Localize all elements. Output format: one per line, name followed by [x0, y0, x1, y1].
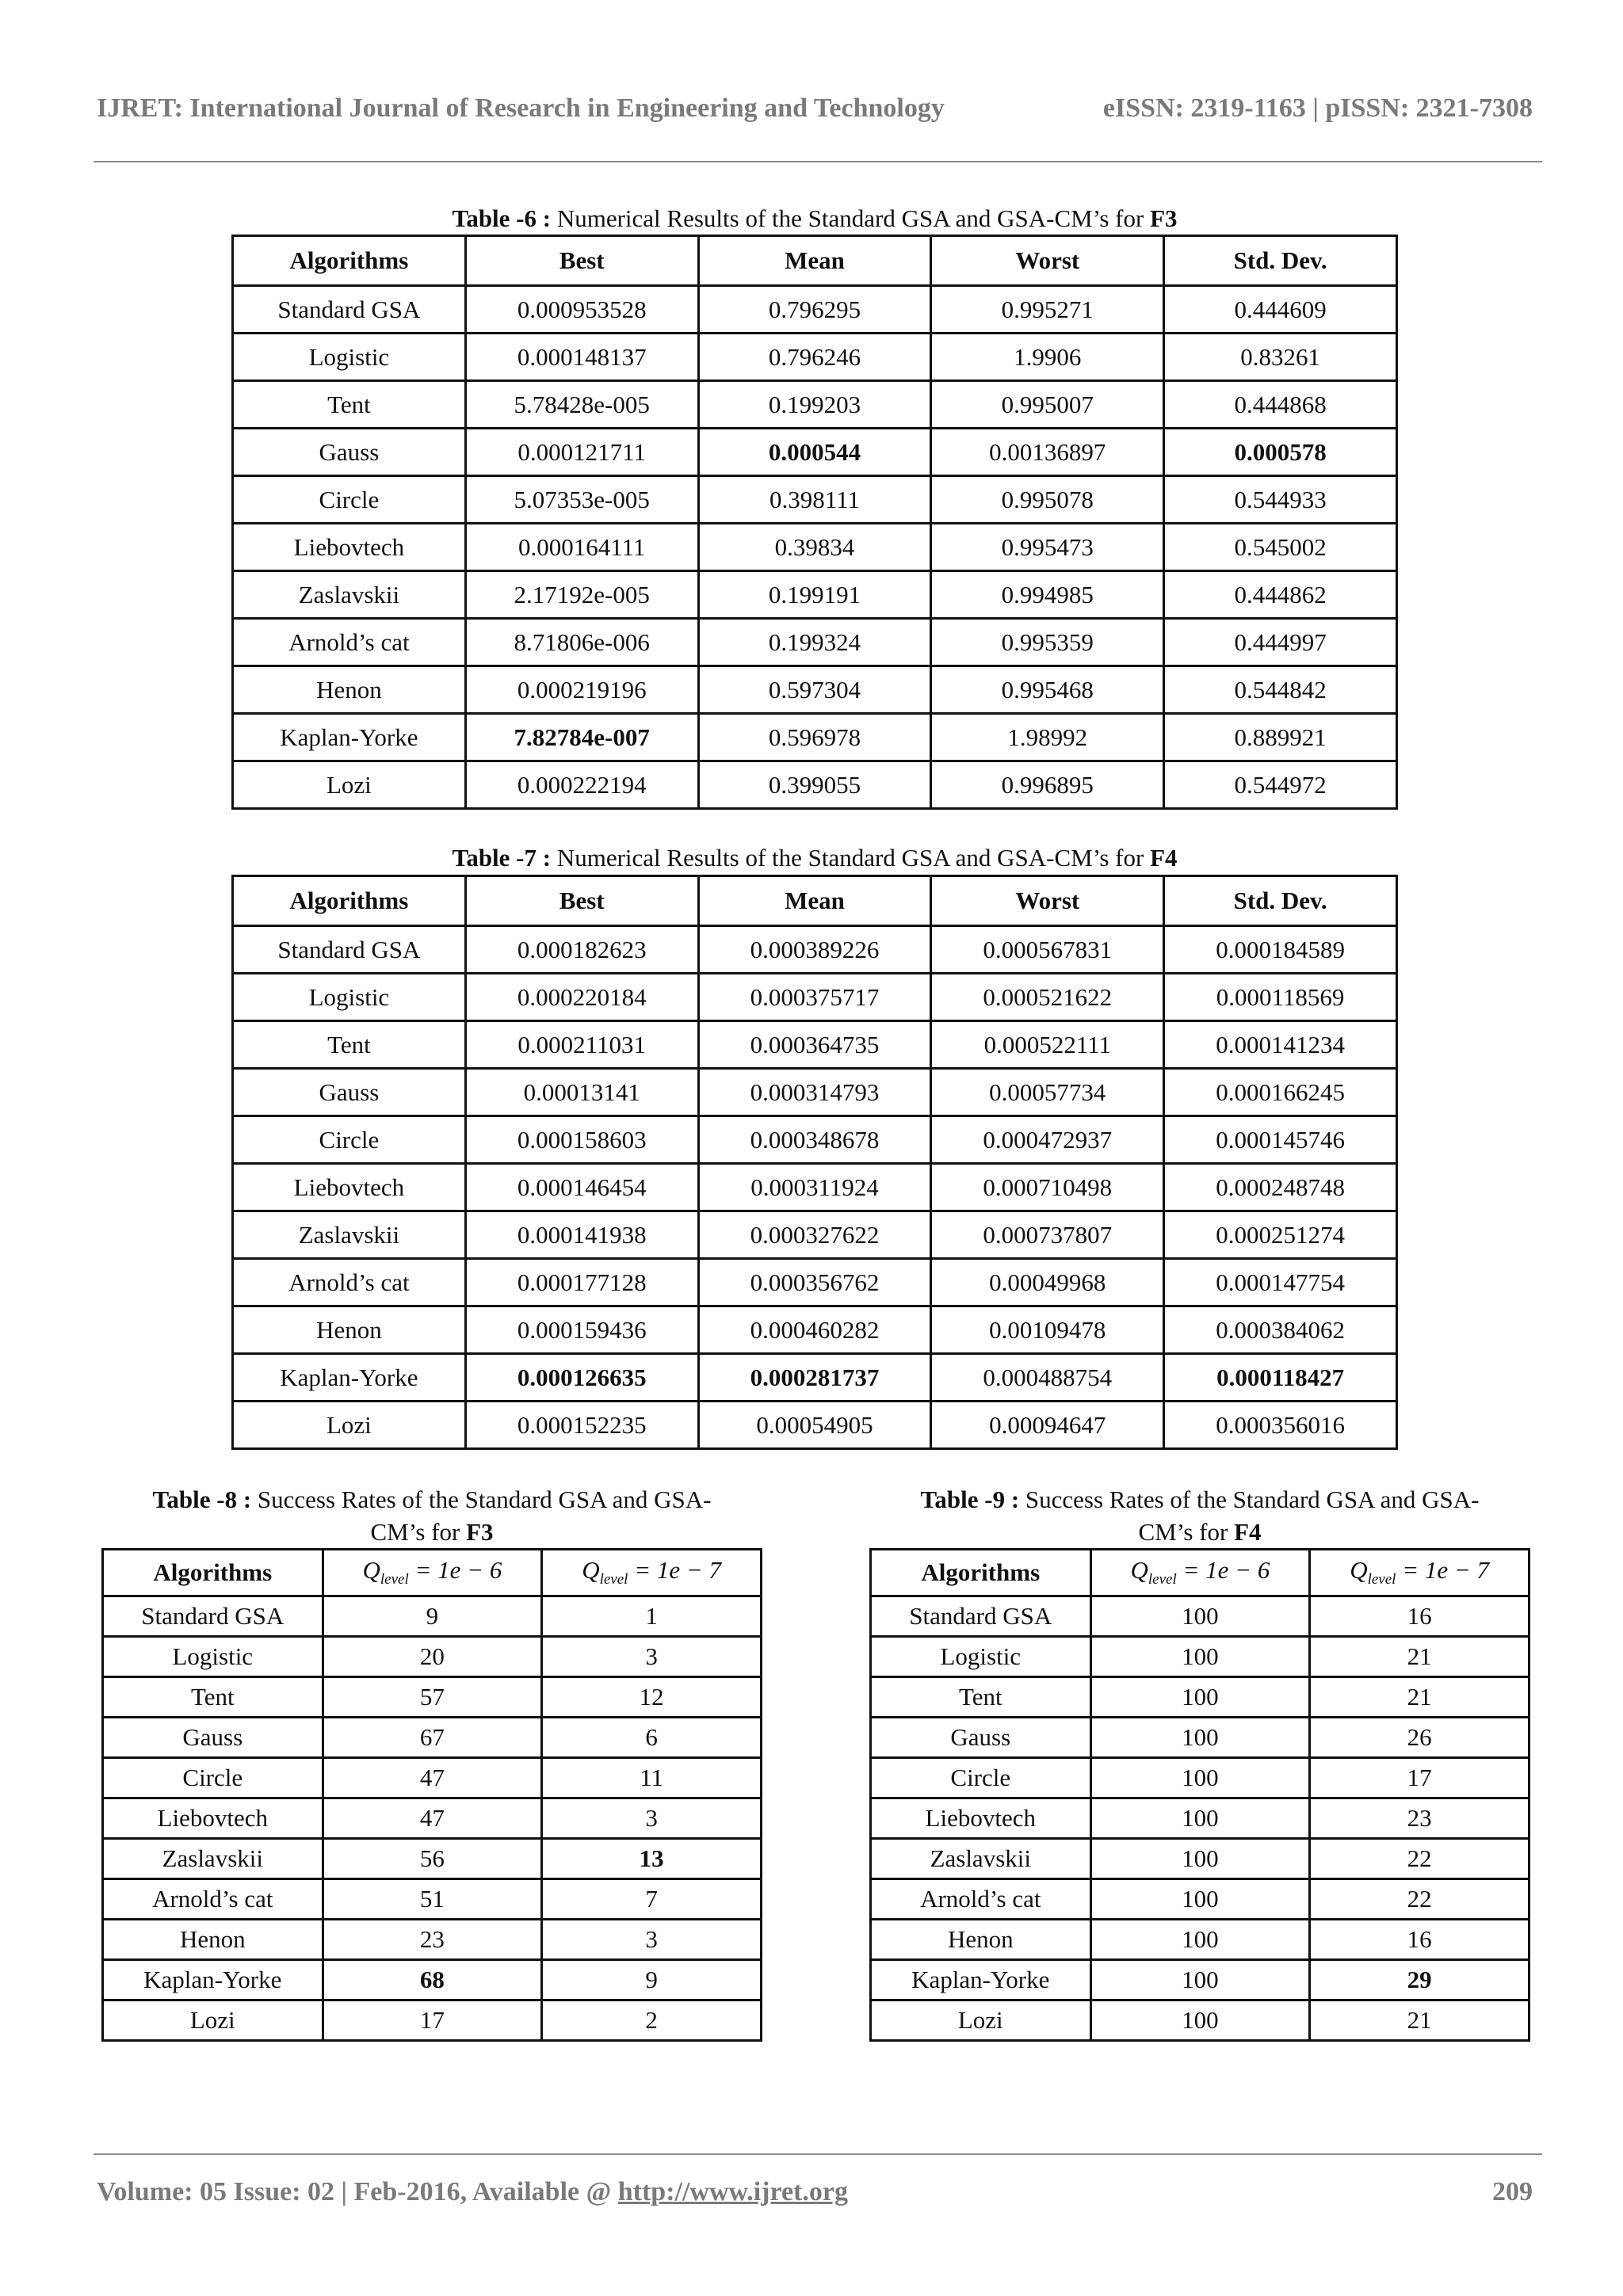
algorithm-name-cell: Standard GSA: [103, 1596, 323, 1637]
table-row: [233, 429, 1397, 476]
q-level-formula: [582, 1556, 722, 1589]
value-cell: 7.82784e-007: [465, 714, 698, 761]
algorithm-name-cell: Henon: [103, 1920, 323, 1960]
success-rate-cell: 67: [323, 1718, 542, 1758]
q-rhs: = 1e − 6: [1176, 1556, 1270, 1585]
algorithm-name-cell: Logistic: [233, 974, 466, 1021]
table7-caption-func: F4: [1150, 844, 1178, 871]
table6-header-cell: Mean: [698, 236, 931, 286]
q-level-header-cell: [1090, 1550, 1310, 1596]
table-row: [103, 1798, 762, 1839]
algorithm-name-cell: Henon: [871, 1920, 1091, 1960]
value-cell: 0.000126635: [465, 1354, 698, 1402]
value-cell: 0.00049968: [931, 1259, 1164, 1306]
value-cell: 0.00013141: [465, 1069, 698, 1116]
value-cell: 0.199191: [698, 571, 931, 619]
success-rate-cell: 3: [542, 1637, 762, 1677]
algorithm-name-cell: Liebovtech: [233, 524, 466, 571]
table7-caption: [231, 841, 1398, 874]
success-rate-cell: 9: [542, 1960, 762, 2000]
value-cell: 0.000118427: [1164, 1354, 1397, 1402]
table8-body: [103, 1596, 762, 2041]
success-rate-cell: 100: [1090, 1960, 1310, 2000]
success-rate-cell: 100: [1090, 1920, 1310, 1960]
value-cell: 0.000220184: [465, 974, 698, 1021]
table7-header-cell: Algorithms: [233, 876, 466, 926]
table8-caption-label: Table -8 :: [152, 1486, 252, 1513]
table9-caption-func: F4: [1234, 1518, 1262, 1546]
table8-caption: [101, 1483, 762, 1548]
table7-caption-label: Table -7 :: [452, 844, 552, 871]
q-symbol: Q: [362, 1556, 380, 1585]
value-cell: 0.199324: [698, 619, 931, 666]
algorithm-name-cell: Tent: [233, 1021, 466, 1069]
value-cell: 0.399055: [698, 761, 931, 809]
q-symbol: Q: [1130, 1556, 1148, 1585]
q-symbol: Q: [582, 1556, 600, 1585]
issn: eISSN: 2319-1163 | pISSN: 2321-7308: [1102, 93, 1533, 123]
algorithm-name-cell: Lozi: [233, 761, 466, 809]
value-cell: 0.000211031: [465, 1021, 698, 1069]
success-rate-cell: 100: [1090, 1839, 1310, 1879]
table7-body: [233, 926, 1397, 1449]
algorithm-name-cell: Kaplan-Yorke: [233, 714, 466, 761]
value-cell: 0.995007: [931, 381, 1164, 429]
value-cell: 0.39834: [698, 524, 931, 571]
value-cell: 0.444868: [1164, 381, 1397, 429]
table-row: [871, 1960, 1529, 2000]
value-cell: 0.000121711: [465, 429, 698, 476]
value-cell: 0.000544: [698, 429, 931, 476]
q-level-formula: [362, 1556, 502, 1589]
table6-caption-label: Table -6 :: [452, 204, 552, 232]
table9: [869, 1548, 1530, 2042]
value-cell: 0.000488754: [931, 1354, 1164, 1402]
algorithm-name-cell: Zaslavskii: [233, 571, 466, 619]
q-level-header-cell: [1310, 1550, 1529, 1596]
success-rate-cell: 47: [323, 1798, 542, 1839]
table-row: [233, 926, 1397, 974]
algorithm-name-cell: Standard GSA: [871, 1596, 1091, 1637]
table7-caption-text: Numerical Results of the Standard GSA and GSA-CM’s for: [551, 844, 1151, 871]
table-row: [233, 761, 1397, 809]
value-cell: 0.545002: [1164, 524, 1397, 571]
success-rate-cell: 23: [323, 1920, 542, 1960]
table-row: [233, 714, 1397, 761]
value-cell: 0.796295: [698, 286, 931, 334]
table-row: [871, 1637, 1529, 1677]
table9-body: [871, 1596, 1529, 2041]
table-row: [871, 1879, 1529, 1920]
success-rate-cell: 68: [323, 1960, 542, 2000]
table8-caption-func: F3: [466, 1518, 494, 1546]
success-rate-cell: 100: [1090, 1798, 1310, 1839]
running-footer: [97, 2177, 1533, 2207]
table-row: [233, 1306, 1397, 1354]
value-cell: 0.994985: [931, 571, 1164, 619]
success-rate-cell: 29: [1310, 1960, 1529, 2000]
success-rate-cell: 20: [323, 1637, 542, 1677]
value-cell: 0.544972: [1164, 761, 1397, 809]
algorithm-name-cell: Lozi: [103, 2000, 323, 2041]
table-row: [233, 571, 1397, 619]
value-cell: 0.000460282: [698, 1306, 931, 1354]
value-cell: 0.544842: [1164, 666, 1397, 714]
algorithm-name-cell: Kaplan-Yorke: [103, 1960, 323, 2000]
table6-header-cell: Worst: [931, 236, 1164, 286]
footer-volume: [97, 2177, 848, 2207]
table9-caption-line2: CM’s for: [1138, 1518, 1235, 1546]
success-rate-cell: 2: [542, 2000, 762, 2041]
table6-header-cell: Best: [465, 236, 698, 286]
algorithms-header-cell: Algorithms: [871, 1550, 1091, 1596]
q-rhs: = 1e − 6: [408, 1556, 502, 1585]
table-row: [103, 1920, 762, 1960]
value-cell: 0.83261: [1164, 334, 1397, 381]
value-cell: 0.000219196: [465, 666, 698, 714]
value-cell: 0.000248748: [1164, 1164, 1397, 1211]
success-rate-cell: 3: [542, 1920, 762, 1960]
value-cell: 0.000147754: [1164, 1259, 1397, 1306]
table7-header-cell: Worst: [931, 876, 1164, 926]
algorithm-name-cell: Standard GSA: [233, 926, 466, 974]
table-row: [233, 619, 1397, 666]
table-row: [871, 1758, 1529, 1798]
q-level-formula: [1130, 1556, 1270, 1589]
footer-rule: [94, 2153, 1542, 2155]
value-cell: 0.000710498: [931, 1164, 1164, 1211]
success-rate-cell: 21: [1310, 1677, 1529, 1718]
algorithm-name-cell: Lozi: [233, 1402, 466, 1449]
value-cell: 0.000356016: [1164, 1402, 1397, 1449]
success-rate-cell: 12: [542, 1677, 762, 1718]
value-cell: 0.000146454: [465, 1164, 698, 1211]
table-row: [233, 1021, 1397, 1069]
value-cell: 5.78428e-005: [465, 381, 698, 429]
value-cell: 0.796246: [698, 334, 931, 381]
algorithm-name-cell: Henon: [233, 666, 466, 714]
success-rate-cell: 100: [1090, 1758, 1310, 1798]
value-cell: 0.000166245: [1164, 1069, 1397, 1116]
success-rate-cell: 17: [323, 2000, 542, 2041]
success-rate-cell: 47: [323, 1758, 542, 1798]
value-cell: 0.000251274: [1164, 1211, 1397, 1259]
success-rate-cell: 16: [1310, 1920, 1529, 1960]
table-row: [103, 1677, 762, 1718]
success-rate-cell: 7: [542, 1879, 762, 1920]
algorithm-name-cell: Logistic: [233, 334, 466, 381]
value-cell: 1.98992: [931, 714, 1164, 761]
success-rate-cell: 26: [1310, 1718, 1529, 1758]
value-cell: 0.000145746: [1164, 1116, 1397, 1164]
value-cell: 0.995078: [931, 476, 1164, 524]
table7-header-cell: Best: [465, 876, 698, 926]
algorithm-name-cell: Zaslavskii: [871, 1839, 1091, 1879]
q-rhs: = 1e − 7: [628, 1556, 722, 1585]
algorithm-name-cell: Arnold’s cat: [871, 1879, 1091, 1920]
value-cell: 0.000177128: [465, 1259, 698, 1306]
value-cell: 0.000472937: [931, 1116, 1164, 1164]
table-row: [233, 286, 1397, 334]
table6-caption: [231, 202, 1398, 235]
algorithm-name-cell: Logistic: [103, 1637, 323, 1677]
algorithm-name-cell: Zaslavskii: [233, 1211, 466, 1259]
value-cell: 0.000281737: [698, 1354, 931, 1402]
table-row: [103, 1960, 762, 2000]
value-cell: 0.000356762: [698, 1259, 931, 1306]
value-cell: 0.000737807: [931, 1211, 1164, 1259]
table-row: [233, 524, 1397, 571]
algorithm-name-cell: Liebovtech: [233, 1164, 466, 1211]
algorithm-name-cell: Gauss: [233, 1069, 466, 1116]
value-cell: 0.000184589: [1164, 926, 1397, 974]
algorithm-name-cell: Arnold’s cat: [103, 1879, 323, 1920]
q-subscript: level: [380, 1571, 409, 1589]
table-row: [233, 1164, 1397, 1211]
algorithm-name-cell: Tent: [103, 1677, 323, 1718]
table-row: [233, 974, 1397, 1021]
value-cell: 1.9906: [931, 334, 1164, 381]
value-cell: 0.444997: [1164, 619, 1397, 666]
value-cell: 0.000311924: [698, 1164, 931, 1211]
table8: [101, 1548, 762, 2042]
table7-header-cell: Std. Dev.: [1164, 876, 1397, 926]
value-cell: 5.07353e-005: [465, 476, 698, 524]
success-rate-cell: 51: [323, 1879, 542, 1920]
algorithm-name-cell: Standard GSA: [233, 286, 466, 334]
table9-caption-line1: Success Rates of the Standard GSA and GSA-: [1019, 1486, 1480, 1513]
algorithm-name-cell: Liebovtech: [103, 1798, 323, 1839]
value-cell: 0.000222194: [465, 761, 698, 809]
value-cell: 0.995271: [931, 286, 1164, 334]
value-cell: 2.17192e-005: [465, 571, 698, 619]
success-rate-cell: 100: [1090, 1677, 1310, 1718]
success-rate-cell: 21: [1310, 2000, 1529, 2041]
algorithm-name-cell: Tent: [233, 381, 466, 429]
value-cell: 0.000164111: [465, 524, 698, 571]
success-rate-cell: 3: [542, 1798, 762, 1839]
value-cell: 0.199203: [698, 381, 931, 429]
value-cell: 0.597304: [698, 666, 931, 714]
value-cell: 0.000567831: [931, 926, 1164, 974]
value-cell: 0.000953528: [465, 286, 698, 334]
table-row: [233, 1211, 1397, 1259]
table-row: [233, 1259, 1397, 1306]
value-cell: 0.000182623: [465, 926, 698, 974]
value-cell: 0.000521622: [931, 974, 1164, 1021]
success-rate-cell: 9: [323, 1596, 542, 1637]
value-cell: 0.000152235: [465, 1402, 698, 1449]
algorithm-name-cell: Lozi: [871, 2000, 1091, 2041]
value-cell: 0.000158603: [465, 1116, 698, 1164]
algorithm-name-cell: Liebovtech: [871, 1798, 1091, 1839]
table-row: [103, 1596, 762, 1637]
table8-header-row: [103, 1550, 762, 1596]
table-row: [871, 2000, 1529, 2041]
q-rhs: = 1e − 7: [1396, 1556, 1490, 1585]
page-number: 209: [1492, 2177, 1533, 2206]
algorithm-name-cell: Gauss: [103, 1718, 323, 1758]
success-rate-cell: 100: [1090, 1879, 1310, 1920]
value-cell: 0.000578: [1164, 429, 1397, 476]
value-cell: 0.544933: [1164, 476, 1397, 524]
value-cell: 0.444862: [1164, 571, 1397, 619]
table-row: [103, 2000, 762, 2041]
table9-header-row: [871, 1550, 1529, 1596]
value-cell: 8.71806e-006: [465, 619, 698, 666]
value-cell: 0.000314793: [698, 1069, 931, 1116]
table8-caption-line2: CM’s for: [370, 1518, 467, 1546]
success-rate-cell: 56: [323, 1839, 542, 1879]
value-cell: 0.000384062: [1164, 1306, 1397, 1354]
value-cell: 0.889921: [1164, 714, 1397, 761]
algorithm-name-cell: Arnold’s cat: [233, 1259, 466, 1306]
success-rate-cell: 6: [542, 1718, 762, 1758]
success-rate-cell: 100: [1090, 1596, 1310, 1637]
value-cell: 0.000389226: [698, 926, 931, 974]
table-row: [233, 1069, 1397, 1116]
success-rate-cell: 22: [1310, 1839, 1529, 1879]
table-row: [871, 1677, 1529, 1718]
algorithm-name-cell: Arnold’s cat: [233, 619, 466, 666]
table9-caption-label: Table -9 :: [920, 1486, 1020, 1513]
success-rate-cell: 100: [1090, 2000, 1310, 2041]
value-cell: 0.00057734: [931, 1069, 1164, 1116]
value-cell: 0.00136897: [931, 429, 1164, 476]
table6-header-cell: Std. Dev.: [1164, 236, 1397, 286]
table6-caption-text: Numerical Results of the Standard GSA and GSA-CM’s for: [551, 204, 1151, 232]
success-rate-cell: 1: [542, 1596, 762, 1637]
value-cell: 0.995359: [931, 619, 1164, 666]
algorithm-name-cell: Kaplan-Yorke: [233, 1354, 466, 1402]
table6-header-row: [233, 236, 1397, 286]
header-rule: [94, 161, 1542, 162]
table-row: [233, 476, 1397, 524]
table7: [231, 875, 1398, 1450]
value-cell: 0.000159436: [465, 1306, 698, 1354]
table-row: [233, 666, 1397, 714]
footer-volume-text: Volume: 05 Issue: 02 | Feb-2016, Available @: [97, 2177, 618, 2206]
table-row: [103, 1839, 762, 1879]
table6-body: [233, 286, 1397, 809]
success-rate-cell: 23: [1310, 1798, 1529, 1839]
success-rate-cell: 100: [1090, 1637, 1310, 1677]
algorithm-name-cell: Logistic: [871, 1637, 1091, 1677]
value-cell: 0.444609: [1164, 286, 1397, 334]
table-row: [871, 1798, 1529, 1839]
table-row: [233, 1116, 1397, 1164]
algorithm-name-cell: Gauss: [233, 429, 466, 476]
running-header: [97, 93, 1533, 124]
table-row: [233, 381, 1397, 429]
table6-header-cell: Algorithms: [233, 236, 466, 286]
value-cell: 0.000141938: [465, 1211, 698, 1259]
success-rate-cell: 11: [542, 1758, 762, 1798]
value-cell: 0.00054905: [698, 1402, 931, 1449]
algorithm-name-cell: Circle: [233, 1116, 466, 1164]
table9-caption: [869, 1483, 1530, 1548]
algorithm-name-cell: Gauss: [871, 1718, 1091, 1758]
algorithms-header-cell: Algorithms: [103, 1550, 323, 1596]
algorithm-name-cell: Circle: [233, 476, 466, 524]
footer-link[interactable]: http://www.ijret.org: [617, 2177, 848, 2206]
success-rate-cell: 13: [542, 1839, 762, 1879]
q-level-header-cell: [542, 1550, 762, 1596]
table-row: [103, 1879, 762, 1920]
success-rate-cell: 100: [1090, 1718, 1310, 1758]
table-row: [233, 1354, 1397, 1402]
table-row: [103, 1758, 762, 1798]
value-cell: 0.000118569: [1164, 974, 1397, 1021]
q-subscript: level: [599, 1571, 628, 1589]
table-row: [871, 1920, 1529, 1960]
value-cell: 0.398111: [698, 476, 931, 524]
value-cell: 0.000522111: [931, 1021, 1164, 1069]
table7-header-row: [233, 876, 1397, 926]
table6-caption-func: F3: [1150, 204, 1178, 232]
algorithm-name-cell: Kaplan-Yorke: [871, 1960, 1091, 2000]
value-cell: 0.000375717: [698, 974, 931, 1021]
table8-caption-line1: Success Rates of the Standard GSA and GSA-: [251, 1486, 712, 1513]
q-subscript: level: [1148, 1571, 1177, 1589]
q-subscript: level: [1367, 1571, 1396, 1589]
success-rate-cell: 16: [1310, 1596, 1529, 1637]
success-rate-cell: 22: [1310, 1879, 1529, 1920]
algorithm-name-cell: Tent: [871, 1677, 1091, 1718]
algorithm-name-cell: Henon: [233, 1306, 466, 1354]
table-row: [871, 1718, 1529, 1758]
algorithm-name-cell: Circle: [103, 1758, 323, 1798]
value-cell: 0.000141234: [1164, 1021, 1397, 1069]
journal-title: IJRET: International Journal of Research in Engineering and Technology: [97, 93, 945, 123]
success-rate-cell: 17: [1310, 1758, 1529, 1798]
q-symbol: Q: [1350, 1556, 1368, 1585]
value-cell: 0.000364735: [698, 1021, 931, 1069]
table-row: [233, 334, 1397, 381]
table-row: [871, 1596, 1529, 1637]
algorithm-name-cell: Zaslavskii: [103, 1839, 323, 1879]
value-cell: 0.00094647: [931, 1402, 1164, 1449]
q-level-header-cell: [323, 1550, 542, 1596]
table-row: [233, 1402, 1397, 1449]
success-rate-cell: 21: [1310, 1637, 1529, 1677]
value-cell: 0.00109478: [931, 1306, 1164, 1354]
value-cell: 0.996895: [931, 761, 1164, 809]
algorithm-name-cell: Circle: [871, 1758, 1091, 1798]
value-cell: 0.000348678: [698, 1116, 931, 1164]
success-rate-cell: 57: [323, 1677, 542, 1718]
value-cell: 0.995468: [931, 666, 1164, 714]
table-row: [103, 1637, 762, 1677]
table7-header-cell: Mean: [698, 876, 931, 926]
q-level-formula: [1350, 1556, 1490, 1589]
value-cell: 0.596978: [698, 714, 931, 761]
value-cell: 0.995473: [931, 524, 1164, 571]
table6: [231, 235, 1398, 810]
value-cell: 0.000327622: [698, 1211, 931, 1259]
value-cell: 0.000148137: [465, 334, 698, 381]
table-row: [103, 1718, 762, 1758]
table-row: [871, 1839, 1529, 1879]
